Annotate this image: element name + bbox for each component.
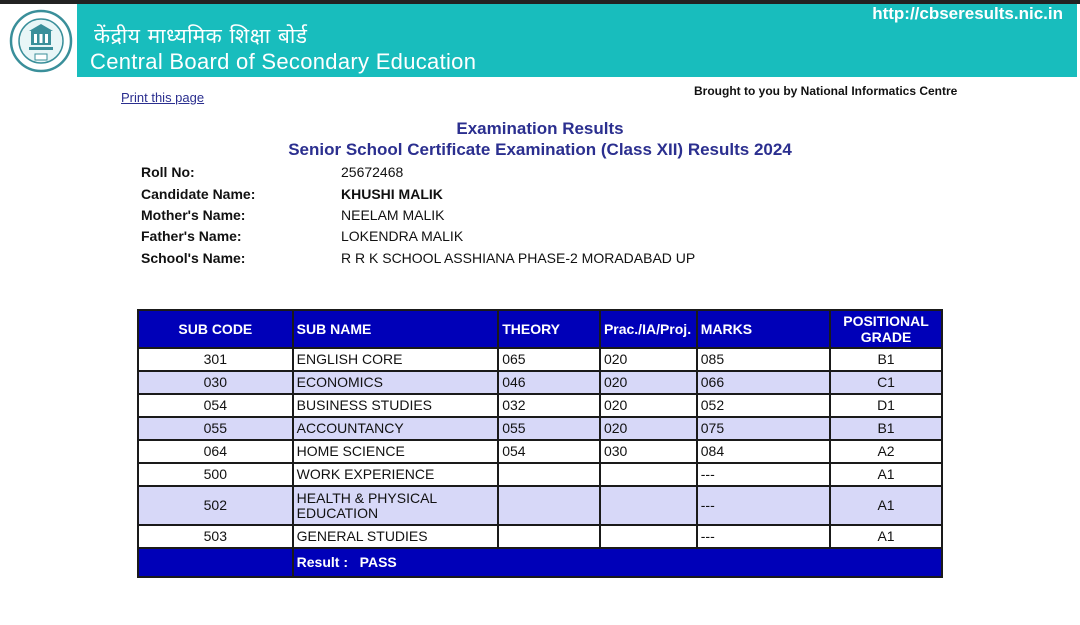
prac-cell	[601, 526, 696, 547]
col-header-sub-code: SUB CODE	[139, 311, 292, 347]
prac-cell	[601, 464, 696, 485]
prac-cell: 020	[601, 395, 696, 416]
sub-name-cell: GENERAL STUDIES	[294, 526, 498, 547]
marks-cell: 075	[698, 418, 829, 439]
table-row	[139, 418, 941, 439]
marks-cell: ---	[698, 526, 829, 547]
theory-cell	[499, 464, 599, 485]
sub-code-cell: 502	[139, 487, 292, 524]
table-row	[139, 349, 941, 370]
page-title: Examination Results	[456, 119, 624, 138]
sub-name-cell: ECONOMICS	[294, 372, 498, 393]
roll-no-label: Roll No:	[141, 164, 195, 180]
header-banner	[4, 4, 1077, 77]
sub-code-cell: 301	[139, 349, 292, 370]
mother-name-label: Mother's Name:	[141, 207, 246, 223]
candidate-name-value: KHUSHI MALIK	[341, 186, 443, 202]
col-header-grade: POSITIONAL GRADE	[831, 311, 941, 347]
sub-code-cell: 030	[139, 372, 292, 393]
prac-cell: 020	[601, 372, 696, 393]
marks-table	[137, 309, 943, 578]
result-label: Result :	[296, 554, 348, 570]
prac-cell: 020	[601, 349, 696, 370]
sub-code-cell: 064	[139, 441, 292, 462]
exam-title: Senior School Certificate Examination (Class XII) Results 2024	[288, 140, 792, 159]
roll-no-value: 25672468	[341, 164, 404, 180]
grade-cell: D1	[831, 395, 941, 416]
grade-cell: A1	[831, 526, 941, 547]
english-title: Central Board of Secondary Education	[90, 49, 477, 74]
site-url[interactable]: http://cbseresults.nic.in	[872, 4, 1063, 23]
grade-cell: B1	[831, 349, 941, 370]
grade-cell: C1	[831, 372, 941, 393]
result-spacer-cell	[139, 549, 292, 576]
sub-code-cell: 503	[139, 526, 292, 547]
theory-cell	[499, 487, 599, 524]
marks-cell: 085	[698, 349, 829, 370]
marks-cell: 052	[698, 395, 829, 416]
theory-cell: 055	[499, 418, 599, 439]
father-name-value: LOKENDRA MALIK	[341, 228, 464, 244]
marks-cell: ---	[698, 464, 829, 485]
prac-cell: 030	[601, 441, 696, 462]
school-name-value: R R K SCHOOL ASSHIANA PHASE-2 MORADABAD UP	[341, 250, 696, 266]
col-header-prac: Prac./IA/Proj.	[601, 311, 696, 347]
theory-cell: 065	[499, 349, 599, 370]
table-row	[139, 372, 941, 393]
table-row	[139, 526, 941, 547]
sub-code-cell: 500	[139, 464, 292, 485]
logo-container	[4, 4, 77, 77]
result-value: PASS	[359, 554, 397, 570]
grade-cell: A1	[831, 464, 941, 485]
school-name-label: School's Name:	[141, 250, 246, 266]
sub-name-cell: HOME SCIENCE	[294, 441, 498, 462]
cbse-emblem-icon	[9, 9, 73, 73]
sub-code-cell: 055	[139, 418, 292, 439]
col-header-marks: MARKS	[698, 311, 829, 347]
candidate-name-label: Candidate Name:	[141, 186, 256, 202]
mother-name-value: NEELAM MALIK	[341, 207, 445, 223]
col-header-sub-name: SUB NAME	[294, 311, 498, 347]
sub-name-cell: BUSINESS STUDIES	[294, 395, 498, 416]
print-page-link[interactable]: Print this page	[121, 90, 205, 105]
sub-name-cell: WORK EXPERIENCE	[294, 464, 498, 485]
hindi-title: केंद्रीय माध्यमिक शिक्षा बोर्ड	[94, 24, 308, 48]
table-row	[139, 487, 941, 524]
prac-cell: 020	[601, 418, 696, 439]
grade-cell: A1	[831, 487, 941, 524]
grade-cell: B1	[831, 418, 941, 439]
grade-cell: A2	[831, 441, 941, 462]
theory-cell	[499, 526, 599, 547]
brought-by-text: Brought to you by National Informatics Centre	[694, 84, 958, 98]
result-cell	[294, 549, 941, 576]
sub-code-cell: 054	[139, 395, 292, 416]
marks-cell: ---	[698, 487, 829, 524]
sub-name-cell: HEALTH & PHYSICAL EDUCATION	[294, 487, 498, 524]
table-row	[139, 441, 941, 462]
sub-name-cell: ACCOUNTANCY	[294, 418, 498, 439]
sub-name-cell: ENGLISH CORE	[294, 349, 498, 370]
theory-cell: 032	[499, 395, 599, 416]
col-header-theory: THEORY	[499, 311, 599, 347]
father-name-label: Father's Name:	[141, 228, 242, 244]
marks-cell: 084	[698, 441, 829, 462]
marks-cell: 066	[698, 372, 829, 393]
table-row	[139, 464, 941, 485]
theory-cell: 054	[499, 441, 599, 462]
table-row	[139, 395, 941, 416]
result-row	[139, 549, 941, 576]
table-header-row	[139, 311, 941, 347]
prac-cell	[601, 487, 696, 524]
theory-cell: 046	[499, 372, 599, 393]
